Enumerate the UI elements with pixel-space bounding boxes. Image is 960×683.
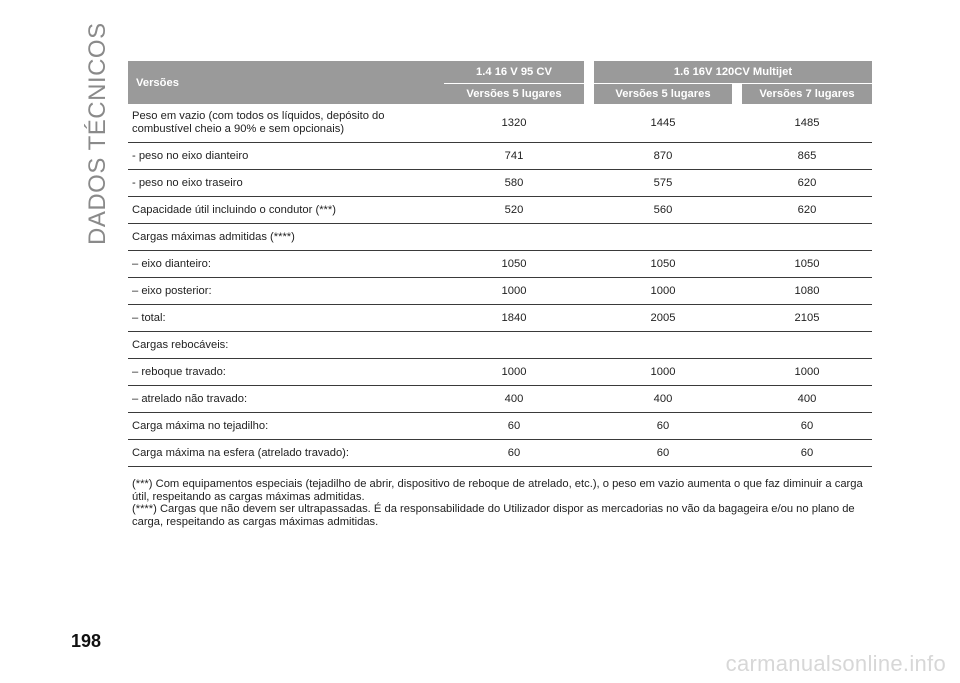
column-gap xyxy=(732,278,742,305)
value-cell-1: 1050 xyxy=(444,251,584,278)
column-gap xyxy=(732,251,742,278)
value-cell-1 xyxy=(444,332,584,359)
value-cell-1: 1840 xyxy=(444,305,584,332)
table-row xyxy=(128,143,872,170)
column-gap xyxy=(732,359,742,386)
column-gap xyxy=(584,305,594,332)
column-gap xyxy=(584,386,594,413)
footnote-2: (****) Cargas que não devem ser ultrapassadas. É da responsabilidade do Utilizador dispor as mercadorias no vão da bagageira e/ou no plano de carga, respeitando as cargas máximas admitidas. xyxy=(132,503,855,528)
value-cell-1: 1000 xyxy=(444,359,584,386)
table-row xyxy=(128,197,872,224)
watermark: carmanualsonline.info xyxy=(725,651,946,676)
column-gap xyxy=(584,413,594,440)
value-cell-3 xyxy=(742,224,872,251)
value-cell-2: 1000 xyxy=(594,359,732,386)
value-cell-3: 1485 xyxy=(742,104,872,143)
column-gap xyxy=(732,143,742,170)
table-row xyxy=(128,332,872,359)
value-cell-3: 1050 xyxy=(742,251,872,278)
row-label: Cargas máximas admitidas (****) xyxy=(128,224,444,251)
value-cell-2 xyxy=(594,224,732,251)
column-gap xyxy=(584,251,594,278)
value-cell-3: 60 xyxy=(742,413,872,440)
column-gap xyxy=(732,305,742,332)
column-gap xyxy=(584,359,594,386)
value-cell-2: 60 xyxy=(594,440,732,467)
value-cell-3: 400 xyxy=(742,386,872,413)
row-label: – eixo dianteiro: xyxy=(128,251,444,278)
row-label: - peso no eixo traseiro xyxy=(128,170,444,197)
row-label: Carga máxima no tejadilho: xyxy=(128,413,444,440)
value-cell-3 xyxy=(742,332,872,359)
row-label: – atrelado não travado: xyxy=(128,386,444,413)
column-gap xyxy=(732,440,742,467)
row-label: - peso no eixo dianteiro xyxy=(128,143,444,170)
column-gap xyxy=(732,413,742,440)
versions-header: Versões xyxy=(128,61,444,104)
column-gap xyxy=(584,440,594,467)
value-cell-1: 1320 xyxy=(444,104,584,143)
value-cell-2: 400 xyxy=(594,386,732,413)
row-label: – eixo posterior: xyxy=(128,278,444,305)
sub-header-2: Versões 5 lugares xyxy=(594,84,732,104)
section-title: DADOS TÉCNICOS xyxy=(84,22,111,245)
value-cell-3: 620 xyxy=(742,197,872,224)
page-number: 198 xyxy=(71,631,102,651)
row-label: Capacidade útil incluindo o condutor (***) xyxy=(128,197,444,224)
column-gap xyxy=(732,386,742,413)
row-label: – total: xyxy=(128,305,444,332)
row-label: Peso em vazio (com todos os líquidos, depósito do combustível cheio a 90% e sem opcionais) xyxy=(128,104,444,143)
column-gap xyxy=(584,143,594,170)
engine-2-header: 1.6 16V 120CV Multijet xyxy=(594,61,872,84)
table-row xyxy=(128,224,872,251)
value-cell-1: 60 xyxy=(444,413,584,440)
value-cell-2: 560 xyxy=(594,197,732,224)
table-row xyxy=(128,440,872,467)
value-cell-2: 2005 xyxy=(594,305,732,332)
table-row xyxy=(128,251,872,278)
footnotes xyxy=(132,478,872,528)
value-cell-3: 620 xyxy=(742,170,872,197)
value-cell-1: 400 xyxy=(444,386,584,413)
column-gap xyxy=(584,197,594,224)
weights-table xyxy=(128,61,872,467)
column-gap xyxy=(732,224,742,251)
sub-header-1: Versões 5 lugares xyxy=(444,84,584,104)
value-cell-3: 1080 xyxy=(742,278,872,305)
column-gap xyxy=(732,170,742,197)
table-row xyxy=(128,305,872,332)
value-cell-2: 870 xyxy=(594,143,732,170)
column-gap xyxy=(584,278,594,305)
column-gap xyxy=(584,170,594,197)
column-gap xyxy=(584,104,594,143)
value-cell-1 xyxy=(444,224,584,251)
column-gap xyxy=(584,332,594,359)
value-cell-3: 1000 xyxy=(742,359,872,386)
column-gap xyxy=(732,332,742,359)
value-cell-3: 865 xyxy=(742,143,872,170)
footnote-1: (***) Com equipamentos especiais (tejadilho de abrir, dispositivo de reboque de atrelado, etc.), o peso em vazio aumenta o que faz diminuir a carga útil, respeitando as cargas máximas admitidas. xyxy=(132,478,863,503)
row-label: – reboque travado: xyxy=(128,359,444,386)
value-cell-2: 575 xyxy=(594,170,732,197)
engine-1-header: 1.4 16 V 95 CV xyxy=(444,61,584,84)
value-cell-2: 1050 xyxy=(594,251,732,278)
row-label: Carga máxima na esfera (atrelado travado): xyxy=(128,440,444,467)
value-cell-2: 1445 xyxy=(594,104,732,143)
value-cell-1: 60 xyxy=(444,440,584,467)
value-cell-2: 60 xyxy=(594,413,732,440)
value-cell-3: 2105 xyxy=(742,305,872,332)
table-row xyxy=(128,104,872,143)
value-cell-1: 741 xyxy=(444,143,584,170)
column-gap xyxy=(584,224,594,251)
value-cell-1: 1000 xyxy=(444,278,584,305)
value-cell-1: 580 xyxy=(444,170,584,197)
value-cell-3: 60 xyxy=(742,440,872,467)
column-gap xyxy=(732,104,742,143)
sub-header-3: Versões 7 lugares xyxy=(742,84,872,104)
value-cell-1: 520 xyxy=(444,197,584,224)
row-label: Cargas rebocáveis: xyxy=(128,332,444,359)
table-row xyxy=(128,386,872,413)
table-row xyxy=(128,359,872,386)
table-row xyxy=(128,413,872,440)
table-row xyxy=(128,170,872,197)
column-gap xyxy=(732,197,742,224)
table-row xyxy=(128,278,872,305)
value-cell-2: 1000 xyxy=(594,278,732,305)
value-cell-2 xyxy=(594,332,732,359)
